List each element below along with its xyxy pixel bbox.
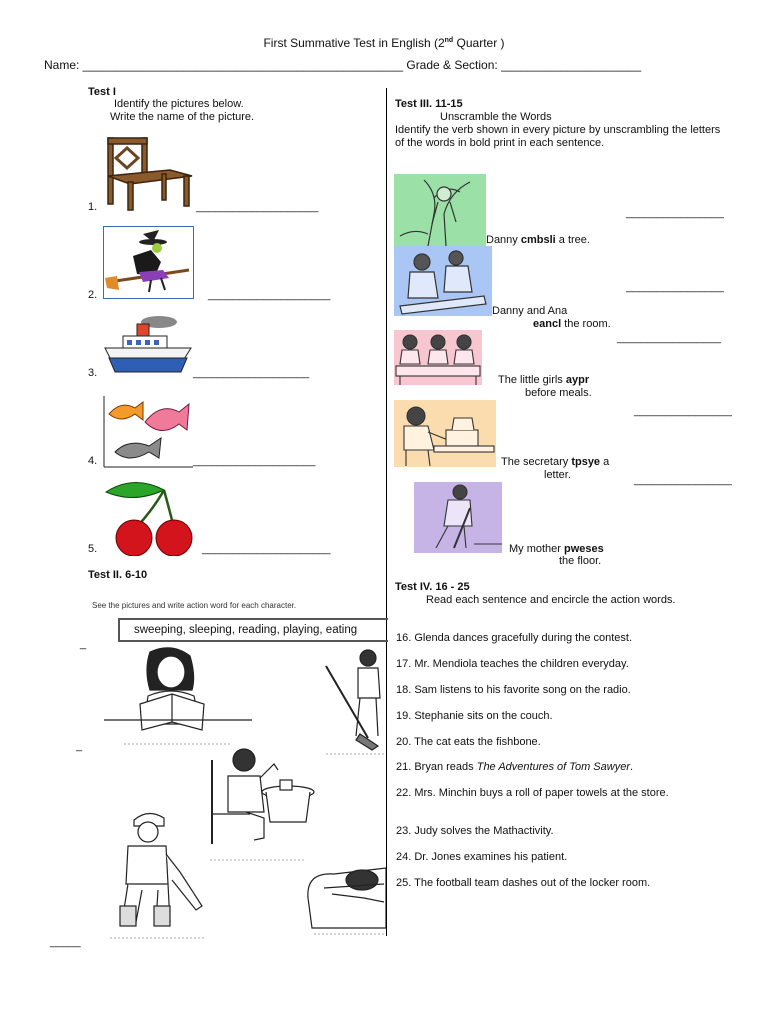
test1-answer-blank[interactable]: _____________________ [202,543,331,555]
test3-answer-blank[interactable]: ________________ [634,474,732,486]
test3-sentence-11: Danny cmbsli a tree. [486,234,590,246]
test4-instruction: Read each sentence and encircle the action words. [426,594,676,606]
test3-answer-blank[interactable]: _________________ [617,332,722,344]
eating-boy-picture [206,748,316,866]
praying-girls-picture [394,330,482,385]
test4-item-21: 21. Bryan reads The Adventures of Tom Sawyer. [396,761,634,773]
test3-title: Test III. 11-15 [395,98,463,110]
test1-instruction-2: Write the name of the picture. [110,111,255,123]
test1-title: Test I [88,86,116,98]
test1-answer-blank[interactable]: ____________________ [193,455,316,467]
test3-sentence-13-b: before meals. [525,387,592,399]
test1-instruction-1: Identify the pictures below. [114,98,244,110]
test4-item-16: 16. Glenda dances gracefully during the contest. [396,632,633,644]
test2-title: Test II. 6-10 [88,569,148,581]
name-grade-line: Name: ________________________________________________ Grade & Section: _____________________ [44,58,642,72]
witch-picture [103,226,194,299]
test3-sentence-14-b: letter. [544,469,571,481]
test1-item-number: 2. [88,289,98,301]
test3-sentence-12-b: eancl the room. [533,318,611,330]
test4-item-20: 20. The cat eats the fishbone. [396,736,541,748]
test1-item-number: 5. [88,543,98,555]
test4-item-19: 19. Stephanie sits on the couch. [396,710,553,722]
chair-picture [100,136,196,214]
test4-item-17: 17. Mr. Mendiola teaches the children everyday. [396,658,629,670]
reading-girl-picture [104,646,254,746]
test1-item-number: 3. [88,367,98,379]
page-title: First Summative Test in English (2nd Quarter ) [263,36,505,50]
test1-answer-blank[interactable]: ____________________ [196,201,319,213]
cherries-picture [104,478,198,556]
column-divider [386,88,387,936]
sweeping-boy-picture [322,646,386,756]
sleeping-girl-picture [304,858,386,938]
test3-subtitle: Unscramble the Words [440,111,552,123]
test4-item-25: 25. The football team dashes out of the locker room. [396,877,651,889]
test4-title: Test IV. 16 - 25 [395,581,470,593]
test4-item-23: 23. Judy solves the Mathactivity. [396,825,554,837]
test3-answer-blank[interactable]: ________________ [634,405,732,417]
test4-item-24: 24. Dr. Jones examines his patient. [396,851,568,863]
climbing-picture [394,174,486,246]
test3-sentence-12-a: Danny and Ana [492,305,568,317]
fish-picture [103,394,193,468]
test3-sentence-14-a: The secretary tpsye a [501,456,610,468]
test1-answer-blank[interactable]: ____________________ [208,289,331,301]
test1-item-number: 4. [88,455,98,467]
test3-sentence-15-a: My mother pweses [509,543,604,555]
test4-item-18: 18. Sam listens to his favorite song on the radio. [396,684,631,696]
test2-blank[interactable]: _____ [50,936,81,948]
typing-secretary-picture [394,400,496,467]
ship-picture [103,314,193,378]
test3-sentence-13-a: The little girls aypr [498,374,590,386]
test2-blank[interactable]: _ [80,638,87,650]
cleaning-picture [394,246,492,316]
test1-answer-blank[interactable]: ___________________ [193,367,310,379]
test1-item-number: 1. [88,201,98,213]
playing-boy-picture [108,810,208,942]
word-box: sweeping, sleeping, reading, playing, eating [118,618,388,642]
test3-sentence-15-b: the floor. [559,555,602,567]
test3-answer-blank[interactable]: ________________ [626,281,724,293]
test3-answer-blank[interactable]: ________________ [626,207,724,219]
sweeping-mother-picture [414,482,502,553]
test2-instruction: See the pictures and write action word for each character. [92,601,297,610]
test3-instruction: Identify the verb shown in every picture by unscrambling the letters of the words in bold print in each sentence. [395,124,721,149]
test2-blank[interactable]: _ [76,740,83,752]
test4-item-22: 22. Mrs. Minchin buys a roll of paper towels at the store. [396,787,669,799]
